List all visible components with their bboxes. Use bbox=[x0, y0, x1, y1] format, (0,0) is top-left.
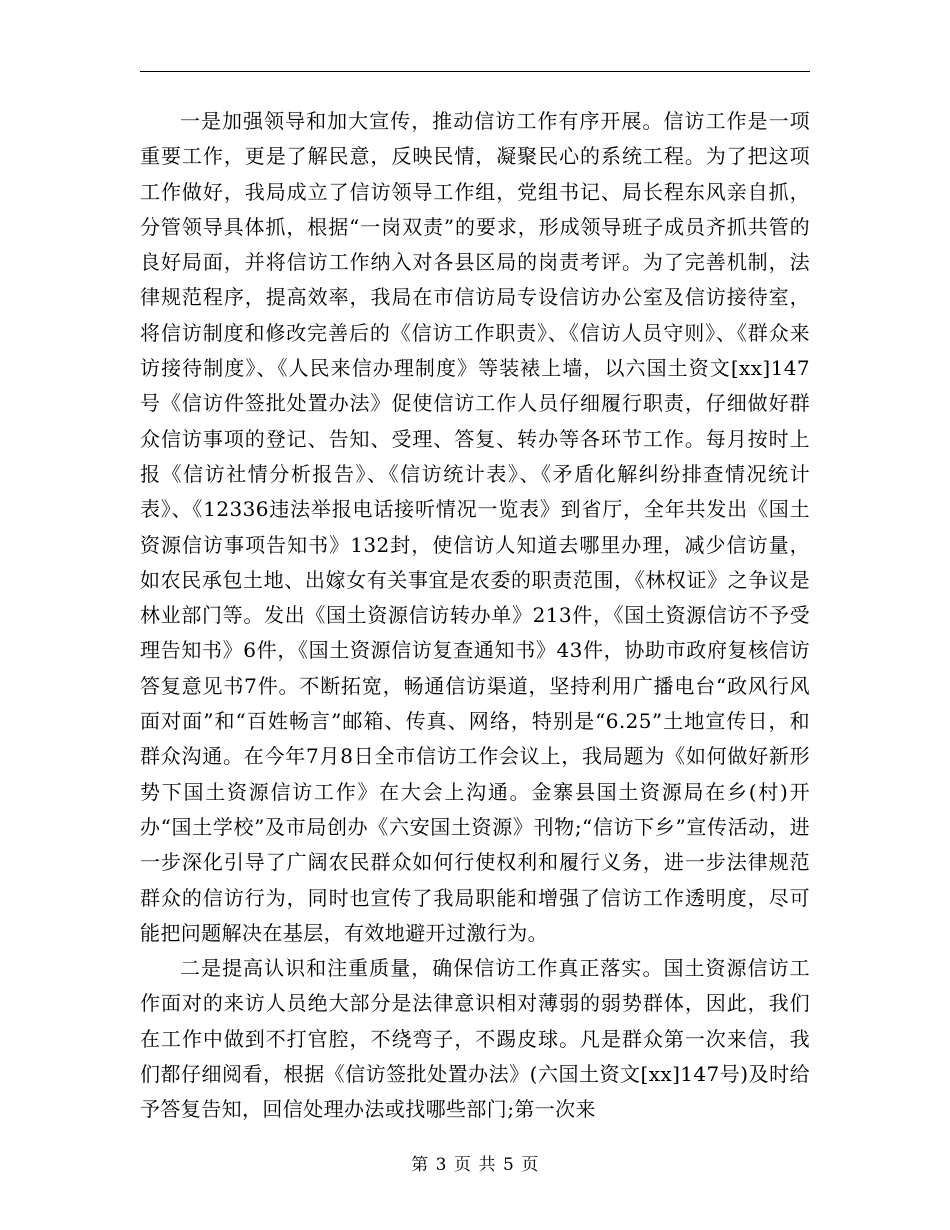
page-prefix: 第 bbox=[411, 1155, 429, 1175]
total-pages: 5 bbox=[503, 1155, 515, 1175]
total-label: 页 bbox=[521, 1155, 539, 1175]
document-body bbox=[140, 104, 810, 1128]
page-label: 页 bbox=[454, 1155, 472, 1175]
page-footer bbox=[0, 1154, 950, 1176]
page-number: 3 bbox=[435, 1155, 447, 1175]
paragraph-1: 一是加强领导和加大宣传，推动信访工作有序开展。信访工作是一项重要工作，更是了解民意，反映民情，凝聚民心的系统工程。为了把这项工作做好，我局成立了信访领导工作组，党组书记、局长程东风亲自抓，分管领导具体抓，根据“一岗双责”的要求，形成领导班子成员齐抓共管的良好局面，并将信访工作纳入对各县区局的岗责考评。为了完善机制，法律规范程序，提高效率，我局在市信访局专设信访办公室及信访接待室，将信访制度和修改完善后的《信访工作职责》、《信访人员守则》、《群众来访接待制度》、《人民来信办理制度》等装裱上墙，以六国土资文[xx]147号《信访件签批处置办法》促使信访工作人员仔细履行职责，仔细做好群众信访事项的登记、告知、受理、答复、转办等各环节工作。每月按时上报《信访社情分析报告》、《信访统计表》、《矛盾化解纠纷排查情况统计表》、《12336违法举报电话接听情况一览表》到省厅，全年共发出《国土资源信访事项告知书》132封，使信访人知道去哪里办理，减少信访量，如农民承包土地、出嫁女有关事宜是农委的职责范围，《林权证》之争议是林业部门等。发出《国土资源信访转办单》213件，《国土资源信访不予受理告知书》6件，《国土资源信访复查通知书》43件，协助市政府复核信访答复意见书7件。不断拓宽，畅通信访渠道，坚持利用广播电台“政风行风面对面”和“百姓畅言”邮箱、传真、网络，特别是“6.25”土地宣传日，和群众沟通。在今年7月8日全市信访工作会议上，我局题为《如何做好新形势下国土资源信访工作》在大会上沟通。金寨县国土资源局在乡(村)开办“国土学校”及市局创办《六安国土资源》刊物;“信访下乡”宣传活动，进一步深化引导了广阔农民群众如何行使权利和履行义务，进一步法律规范群众的信访行为，同时也宣传了我局职能和增强了信访工作透明度，尽可能把问题解决在基层，有效地避开过激行为。 bbox=[140, 109, 810, 945]
paragraph-2: 二是提高认识和注重质量，确保信访工作真正落实。国土资源信访工作面对的来访人员绝大部分是法律意识相对薄弱的弱势群体，因此，我们在工作中做到不打官腔，不绕弯子，不踢皮球。凡是群众第一次来信，我们都仔细阅看，根据《信访签批处置办法》(六国土资文[xx]147号)及时给予答复告知，回信处理办法或找哪些部门;第一次来 bbox=[140, 956, 810, 1122]
total-prefix: 共 bbox=[478, 1155, 496, 1175]
header-rule bbox=[140, 71, 810, 72]
